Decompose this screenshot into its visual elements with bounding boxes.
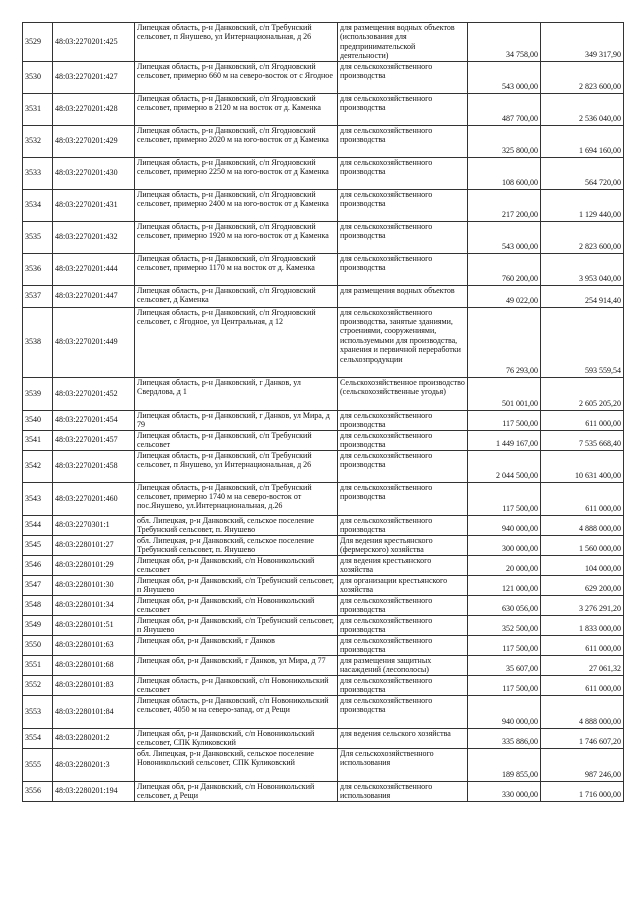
row-number-cell: 3532 — [23, 125, 53, 157]
address-cell: Липецкая область, р-н Данковский, г Данков, ул Свердлова, д 1 — [135, 377, 338, 410]
cadastral-number-cell: 48:03:2280101:83 — [53, 675, 135, 695]
address-cell: Липецкая область, р-н Данковский, с/п Ягодновский сельсовет, примерно 1920 м на юго-восток от д Каменка — [135, 221, 338, 253]
area-cell: 34 758,00 — [468, 23, 541, 62]
cadastral-number-cell: 48:03:2270201:431 — [53, 189, 135, 221]
address-cell: Липецкая область, р-н Данковский, с/п Ягодновский сельсовет, с Ягодное, ул Центральная, д 12 — [135, 307, 338, 377]
row-number-cell: 3536 — [23, 253, 53, 285]
cadastral-number-cell: 48:03:2270201:449 — [53, 307, 135, 377]
area-cell: 330 000,00 — [468, 781, 541, 801]
area-cell: 35 607,00 — [468, 655, 541, 675]
table-row — [23, 61, 624, 93]
row-number-cell: 3549 — [23, 615, 53, 635]
permitted-use-cell: для ведения сельского хозяйства — [338, 728, 468, 748]
row-number-cell: 3538 — [23, 307, 53, 377]
cadastral-number-cell: 48:03:2270201:457 — [53, 430, 135, 450]
permitted-use-cell: Для ведения крестьянского (фермерского) хозяйства — [338, 535, 468, 555]
table-row — [23, 728, 624, 748]
cadastral-number-cell: 48:03:2270201:430 — [53, 157, 135, 189]
address-cell: Липецкая область, р-н Данковский, с/п Новоникольский сельсовет, 4050 м на северо-запад, от д Рещи — [135, 695, 338, 728]
address-cell: Липецкая обл, р-н Данковский, с/п Новоникольский сельсовет — [135, 595, 338, 615]
table-row — [23, 575, 624, 595]
address-cell: Липецкая область, р-н Данковский, с/п Ягодновский сельсовет, примерно 1170 м на восток от д. Каменка — [135, 253, 338, 285]
cadastral-number-cell: 48:03:2280101:51 — [53, 615, 135, 635]
cadastral-value-table — [22, 22, 624, 802]
address-cell: Липецкая обл, р-н Данковский, г Данков — [135, 635, 338, 655]
table-row — [23, 430, 624, 450]
cadastral-value-cell: 4 888 000,00 — [541, 695, 624, 728]
row-number-cell: 3534 — [23, 189, 53, 221]
table-row — [23, 157, 624, 189]
cadastral-number-cell: 48:03:2280101:34 — [53, 595, 135, 615]
table-row — [23, 482, 624, 515]
row-number-cell: 3552 — [23, 675, 53, 695]
permitted-use-cell: для сельскохозяйственного производства — [338, 515, 468, 535]
address-cell: Липецкая область, р-н Данковский, с/п Требунский сельсовет, п Янушево, ул Интернациональная, д 26 — [135, 450, 338, 482]
address-cell: Липецкая область, р-н Данковский, с/п Ягодновский сельсовет, д Каменка — [135, 285, 338, 307]
table-body — [23, 23, 624, 802]
table-row — [23, 655, 624, 675]
address-cell: Липецкая область, р-н Данковский, г Данков, ул Мира, д 79 — [135, 410, 338, 430]
row-number-cell: 3542 — [23, 450, 53, 482]
cadastral-number-cell: 48:03:2270301:1 — [53, 515, 135, 535]
area-cell: 189 855,00 — [468, 748, 541, 781]
table-row — [23, 189, 624, 221]
permitted-use-cell: для сельскохозяйственного производства — [338, 615, 468, 635]
area-cell: 543 000,00 — [468, 221, 541, 253]
cadastral-number-cell: 48:03:2280101:68 — [53, 655, 135, 675]
table-row — [23, 23, 624, 62]
permitted-use-cell: для сельскохозяйственного использования — [338, 781, 468, 801]
cadastral-value-cell: 2 823 600,00 — [541, 61, 624, 93]
area-cell: 335 886,00 — [468, 728, 541, 748]
row-number-cell: 3537 — [23, 285, 53, 307]
area-cell: 543 000,00 — [468, 61, 541, 93]
address-cell: Липецкая область, р-н Данковский, с/п Ягодновский сельсовет, примерно 2020 м на юго-восток от д Каменка — [135, 125, 338, 157]
table-row — [23, 535, 624, 555]
permitted-use-cell: для сельскохозяйственного производства — [338, 253, 468, 285]
cadastral-value-cell: 564 720,00 — [541, 157, 624, 189]
area-cell: 117 500,00 — [468, 410, 541, 430]
permitted-use-cell: для размещения водных объектов (использования для предпринимательской деятельности) — [338, 23, 468, 62]
table-row — [23, 450, 624, 482]
area-cell: 49 022,00 — [468, 285, 541, 307]
address-cell: Липецкая область, р-н Данковский, с/п Ягодновский сельсовет, примерно 2400 м на юго-восток от д Каменка — [135, 189, 338, 221]
area-cell: 217 200,00 — [468, 189, 541, 221]
permitted-use-cell: для сельскохозяйственного производства — [338, 482, 468, 515]
address-cell: Липецкая область, р-н Данковский, с/п Ягодновский сельсовет, примерно в 2120 м на восток от д. Каменка — [135, 93, 338, 125]
cadastral-value-cell: 1 746 607,20 — [541, 728, 624, 748]
table-row — [23, 748, 624, 781]
cadastral-number-cell: 48:03:2280101:30 — [53, 575, 135, 595]
address-cell: Липецкая обл, р-н Данковский, с/п Новоникольский сельсовет, д Рещи — [135, 781, 338, 801]
address-cell: Липецкая обл, р-н Данковский, с/п Требунский сельсовет, п Янушево — [135, 615, 338, 635]
address-cell: Липецкая область, р-н Данковский, с/п Ягодновский сельсовет, примерно 2250 м на юго-восток от д Каменка — [135, 157, 338, 189]
table-row — [23, 675, 624, 695]
area-cell: 501 001,00 — [468, 377, 541, 410]
cadastral-value-cell: 4 888 000,00 — [541, 515, 624, 535]
row-number-cell: 3531 — [23, 93, 53, 125]
cadastral-number-cell: 48:03:2270201:427 — [53, 61, 135, 93]
permitted-use-cell: для сельскохозяйственного производства — [338, 595, 468, 615]
row-number-cell: 3554 — [23, 728, 53, 748]
cadastral-number-cell: 48:03:2280101:63 — [53, 635, 135, 655]
row-number-cell: 3530 — [23, 61, 53, 93]
cadastral-number-cell: 48:03:2280101:29 — [53, 555, 135, 575]
area-cell: 487 700,00 — [468, 93, 541, 125]
cadastral-number-cell: 48:03:2280201:2 — [53, 728, 135, 748]
row-number-cell: 3529 — [23, 23, 53, 62]
cadastral-value-cell: 349 317,90 — [541, 23, 624, 62]
address-cell: Липецкая обл, р-н Данковский, с/п Новоникольский сельсовет — [135, 555, 338, 575]
cadastral-value-cell: 1 129 440,00 — [541, 189, 624, 221]
table-row — [23, 285, 624, 307]
permitted-use-cell: для сельскохозяйственного производства — [338, 61, 468, 93]
address-cell: Липецкая область, р-н Данковский, с/п Новоникольский сельсовет — [135, 675, 338, 695]
cadastral-value-cell: 10 631 400,00 — [541, 450, 624, 482]
cadastral-value-cell: 7 535 668,40 — [541, 430, 624, 450]
table-row — [23, 410, 624, 430]
area-cell: 300 000,00 — [468, 535, 541, 555]
cadastral-number-cell: 48:03:2270201:458 — [53, 450, 135, 482]
area-cell: 121 000,00 — [468, 575, 541, 595]
address-cell: Липецкая обл, р-н Данковский, г Данков, ул Мира, д 77 — [135, 655, 338, 675]
permitted-use-cell: для сельскохозяйственного производства — [338, 93, 468, 125]
permitted-use-cell: для ведения крестьянского хозяйства — [338, 555, 468, 575]
table-row — [23, 307, 624, 377]
permitted-use-cell: Для сельскохозяйственного использования — [338, 748, 468, 781]
address-cell: Липецкая обл, р-н Данковский, с/п Требунский сельсовет, п Янушево — [135, 575, 338, 595]
table-row — [23, 595, 624, 615]
permitted-use-cell: для сельскохозяйственного производства — [338, 125, 468, 157]
cadastral-number-cell: 48:03:2270201:429 — [53, 125, 135, 157]
table-row — [23, 515, 624, 535]
row-number-cell: 3533 — [23, 157, 53, 189]
area-cell: 20 000,00 — [468, 555, 541, 575]
address-cell: Липецкая обл, р-н Данковский, с/п Новоникольский сельсовет, СПК Куликовский — [135, 728, 338, 748]
row-number-cell: 3540 — [23, 410, 53, 430]
table-row — [23, 695, 624, 728]
cadastral-number-cell: 48:03:2270201:460 — [53, 482, 135, 515]
area-cell: 1 449 167,00 — [468, 430, 541, 450]
area-cell: 760 200,00 — [468, 253, 541, 285]
permitted-use-cell: для сельскохозяйственного производства — [338, 189, 468, 221]
row-number-cell: 3544 — [23, 515, 53, 535]
row-number-cell: 3543 — [23, 482, 53, 515]
cadastral-value-cell: 2 605 205,20 — [541, 377, 624, 410]
area-cell: 117 500,00 — [468, 675, 541, 695]
permitted-use-cell: для сельскохозяйственного производства — [338, 695, 468, 728]
area-cell: 352 500,00 — [468, 615, 541, 635]
table-row — [23, 555, 624, 575]
cadastral-value-cell: 611 000,00 — [541, 482, 624, 515]
cadastral-number-cell: 48:03:2270201:428 — [53, 93, 135, 125]
cadastral-number-cell: 48:03:2280201:3 — [53, 748, 135, 781]
cadastral-number-cell: 48:03:2270201:452 — [53, 377, 135, 410]
table-row — [23, 125, 624, 157]
address-cell: Липецкая область, р-н Данковский, с/п Требунский сельсовет — [135, 430, 338, 450]
cadastral-value-cell: 1 716 000,00 — [541, 781, 624, 801]
row-number-cell: 3535 — [23, 221, 53, 253]
permitted-use-cell: для сельскохозяйственного производства — [338, 450, 468, 482]
cadastral-value-cell: 611 000,00 — [541, 635, 624, 655]
cadastral-number-cell: 48:03:2270201:432 — [53, 221, 135, 253]
permitted-use-cell: для размещения защитных насаждений (лесополосы) — [338, 655, 468, 675]
address-cell: обл. Липецкая, р-н Данковский, сельское поселение Требунский сельсовет, п. Янушево — [135, 535, 338, 555]
table-row — [23, 221, 624, 253]
row-number-cell: 3548 — [23, 595, 53, 615]
cadastral-value-cell: 27 061,32 — [541, 655, 624, 675]
permitted-use-cell: для сельскохозяйственного производства — [338, 430, 468, 450]
cadastral-value-cell: 1 560 000,00 — [541, 535, 624, 555]
area-cell: 117 500,00 — [468, 635, 541, 655]
row-number-cell: 3541 — [23, 430, 53, 450]
cadastral-value-cell: 3 953 040,00 — [541, 253, 624, 285]
cadastral-value-cell: 2 536 040,00 — [541, 93, 624, 125]
permitted-use-cell: для сельскохозяйственного производства, занятые зданиями, строениями, сооружениями, используемыми для производства, хранения и первичной переработки сельхозпродукции — [338, 307, 468, 377]
row-number-cell: 3551 — [23, 655, 53, 675]
table-row — [23, 93, 624, 125]
cadastral-value-cell: 2 823 600,00 — [541, 221, 624, 253]
cadastral-number-cell: 48:03:2270201:425 — [53, 23, 135, 62]
address-cell: Липецкая область, р-н Данковский, с/п Ягодновский сельсовет, примерно 660 м на северо-восток от с Ягодное — [135, 61, 338, 93]
permitted-use-cell: для организации крестьянского хозяйства — [338, 575, 468, 595]
cadastral-number-cell: 48:03:2270201:444 — [53, 253, 135, 285]
area-cell: 940 000,00 — [468, 515, 541, 535]
address-cell: обл. Липецкая, р-н Данковский, сельское поселение Требунский сельсовет, п. Янушево — [135, 515, 338, 535]
area-cell: 2 044 500,00 — [468, 450, 541, 482]
cadastral-value-cell: 1 833 000,00 — [541, 615, 624, 635]
cadastral-value-cell: 611 000,00 — [541, 410, 624, 430]
row-number-cell: 3553 — [23, 695, 53, 728]
cadastral-number-cell: 48:03:2280201:194 — [53, 781, 135, 801]
address-cell: Липецкая область, р-н Данковский, с/п Требунский сельсовет, п Янушево, ул Интернациональная, д 26 — [135, 23, 338, 62]
row-number-cell: 3556 — [23, 781, 53, 801]
cadastral-number-cell: 48:03:2280101:27 — [53, 535, 135, 555]
table-row — [23, 377, 624, 410]
cadastral-value-cell: 593 559,54 — [541, 307, 624, 377]
row-number-cell: 3546 — [23, 555, 53, 575]
permitted-use-cell: Сельскохозяйственное производство (сельскохозяйственные угодья) — [338, 377, 468, 410]
cadastral-value-cell: 254 914,40 — [541, 285, 624, 307]
cadastral-number-cell: 48:03:2270201:454 — [53, 410, 135, 430]
permitted-use-cell: для размещения водных объектов — [338, 285, 468, 307]
area-cell: 940 000,00 — [468, 695, 541, 728]
cadastral-value-cell: 3 276 291,20 — [541, 595, 624, 615]
cadastral-number-cell: 48:03:2280101:84 — [53, 695, 135, 728]
cadastral-value-cell: 611 000,00 — [541, 675, 624, 695]
area-cell: 630 056,00 — [468, 595, 541, 615]
row-number-cell: 3547 — [23, 575, 53, 595]
table-row — [23, 781, 624, 801]
row-number-cell: 3550 — [23, 635, 53, 655]
area-cell: 108 600,00 — [468, 157, 541, 189]
table-row — [23, 635, 624, 655]
permitted-use-cell: для сельскохозяйственного производства — [338, 410, 468, 430]
area-cell: 117 500,00 — [468, 482, 541, 515]
table-row — [23, 615, 624, 635]
cadastral-value-cell: 987 246,00 — [541, 748, 624, 781]
cadastral-value-cell: 104 000,00 — [541, 555, 624, 575]
permitted-use-cell: для сельскохозяйственного производства — [338, 675, 468, 695]
address-cell: Липецкая область, р-н Данковский, с/п Требунский сельсовет, примерно 1740 м на северо-восток от пос.Янушево, ул.Интернациональная, д.26 — [135, 482, 338, 515]
row-number-cell: 3539 — [23, 377, 53, 410]
permitted-use-cell: для сельскохозяйственного производства — [338, 221, 468, 253]
cadastral-value-cell: 1 694 160,00 — [541, 125, 624, 157]
address-cell: обл. Липецкая, р-н Данковский, сельское поселение Новоникольский сельсовет, СПК Куликовский — [135, 748, 338, 781]
permitted-use-cell: для сельскохозяйственного производства — [338, 635, 468, 655]
permitted-use-cell: для сельскохозяйственного производства — [338, 157, 468, 189]
table-row — [23, 253, 624, 285]
row-number-cell: 3555 — [23, 748, 53, 781]
area-cell: 325 800,00 — [468, 125, 541, 157]
row-number-cell: 3545 — [23, 535, 53, 555]
cadastral-number-cell: 48:03:2270201:447 — [53, 285, 135, 307]
area-cell: 76 293,00 — [468, 307, 541, 377]
cadastral-value-cell: 629 200,00 — [541, 575, 624, 595]
